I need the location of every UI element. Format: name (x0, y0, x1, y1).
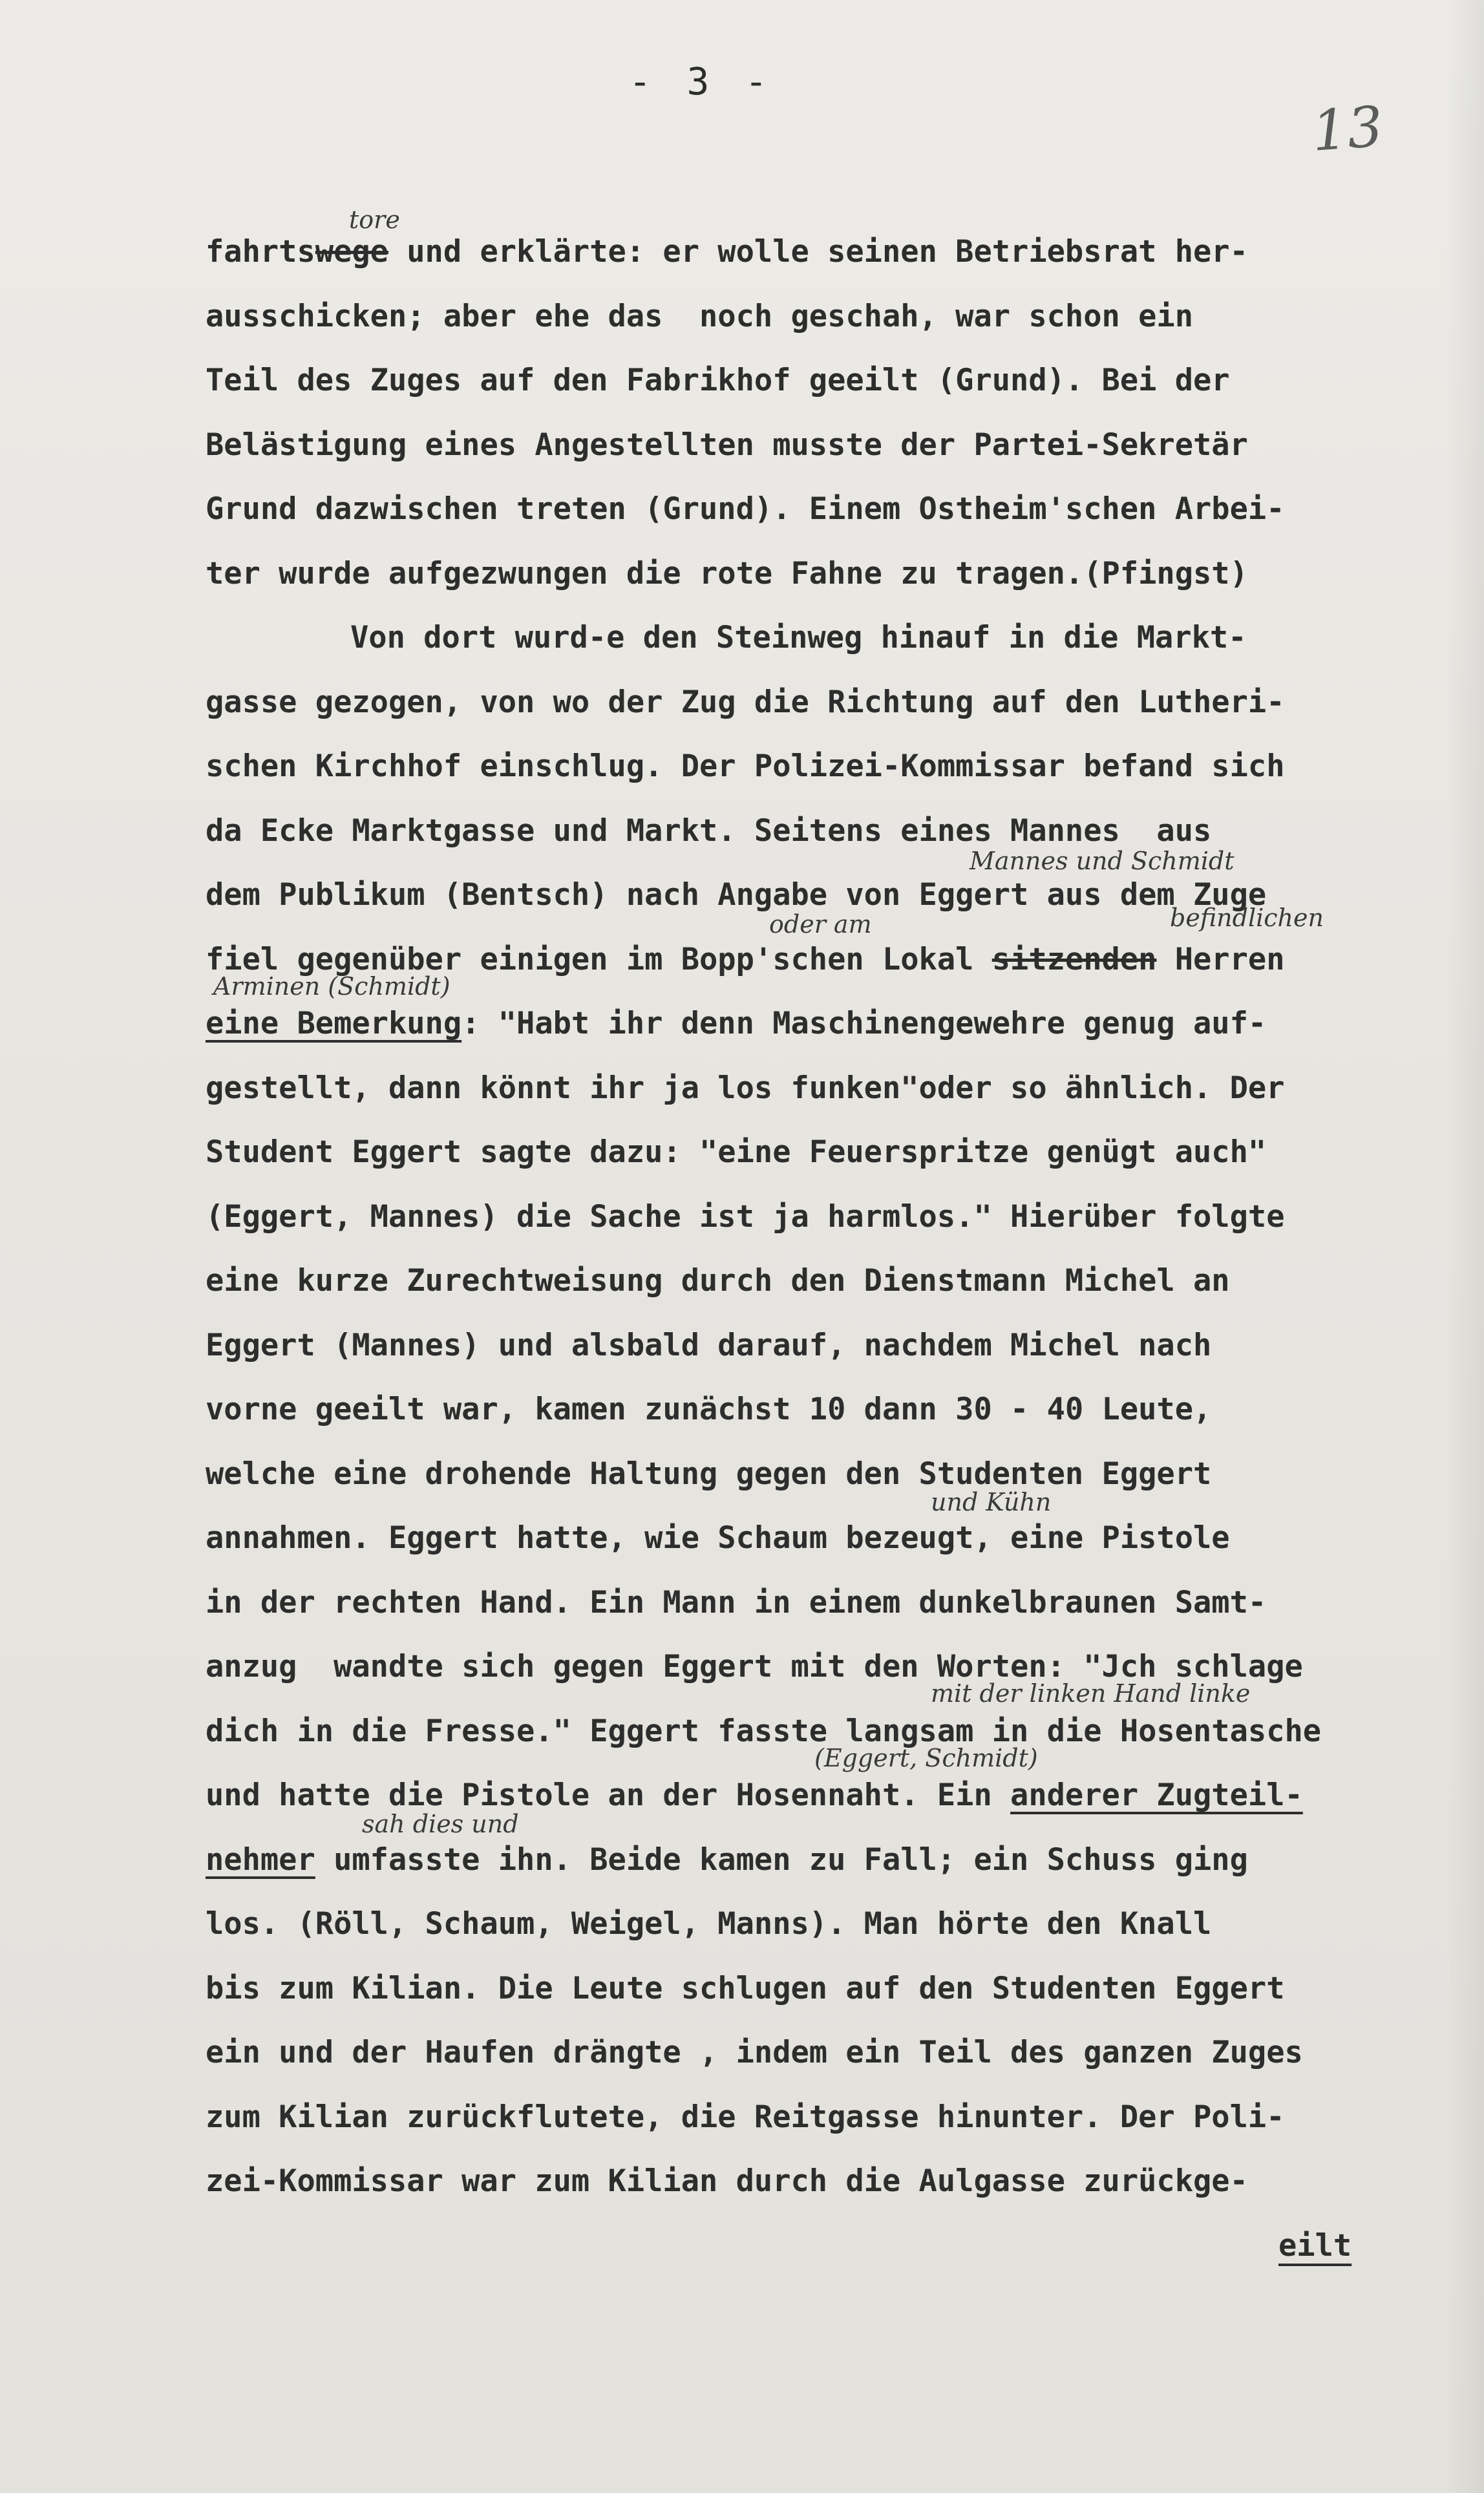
text-line: fiel gegenüber einigen im Bopp'schen Lokal sitzenden Herren (206, 941, 1285, 977)
text-line: Teil des Zuges auf den Fabrikhof geeilt (Grund). Bei der (206, 363, 1230, 398)
handwritten-annotation: oder am (769, 910, 872, 939)
typed-body-text (206, 220, 1472, 2278)
text-line: Belästigung eines Angestellten musste der Partei-Sekretär (206, 427, 1248, 463)
underlined-phrase: nehmer (206, 1841, 315, 1878)
text-line: und hatte die Pistole an der Hosennaht. Ein anderer Zugteil- (206, 1777, 1303, 1813)
text-line: gasse gezogen, von wo der Zug die Richtung auf den Lutheri- (206, 684, 1285, 720)
text-line-paragraph-start: Von dort wurd-e den Steinweg hinauf in die Markt- (350, 620, 1247, 655)
handwritten-annotation: Arminen (Schmidt) (213, 972, 450, 1001)
text-line: in der rechten Hand. Ein Mann in einem dunkelbraunen Samt- (206, 1584, 1267, 1620)
text-line: los. (Röll, Schaum, Weigel, Manns). Man hörte den Knall (206, 1906, 1212, 1942)
text-line: ein und der Haufen drängte , indem ein Teil des ganzen Zuges (206, 2035, 1303, 2070)
text-line: bis zum Kilian. Die Leute schlugen auf den Studenten Eggert (206, 1970, 1285, 2006)
text-line: eine kurze Zurechtweisung durch den Dienstmann Michel an (206, 1263, 1230, 1299)
text-line: fahrtswege und erklärte: er wolle seinen Betriebsrat her- (206, 234, 1248, 270)
text-line: vorne geeilt war, kamen zunächst 10 dann 30 - 40 Leute, (206, 1392, 1212, 1427)
text-line: Student Eggert sagte dazu: "eine Feuerspritze genügt auch" (206, 1134, 1267, 1170)
text-line: ter wurde aufgezwungen die rote Fahne zu tragen.(Pfingst) (206, 555, 1248, 591)
text-line: nehmer umfasste ihn. Beide kamen zu Fall; ein Schuss ging (206, 1841, 1248, 1878)
struck-word: sitzenden (991, 941, 1157, 977)
text-line: ausschicken; aber ehe das noch geschah, war schon ein (206, 298, 1194, 334)
handwritten-annotation: mit der linken Hand linke (931, 1679, 1251, 1708)
text-line: welche eine drohende Haltung gegen den Studenten Eggert (206, 1456, 1212, 1492)
text-line: eine Bemerkung: "Habt ihr denn Maschinengewehre genug auf- (206, 1006, 1267, 1041)
handwritten-annotation: tore (349, 206, 400, 234)
underlined-phrase: anderer Zugteil- (1010, 1777, 1303, 1813)
text-line: dem Publikum (Bentsch) nach Angabe von Eggert aus dem Zuge (206, 877, 1267, 913)
handwritten-folio-number: 13 (1309, 94, 1385, 164)
text-line: zei-Kommissar war zum Kilian durch die Aulgasse zurückge- (206, 2163, 1248, 2199)
handwritten-annotation: Mannes und Schmidt (970, 847, 1235, 875)
page-number: - 3 - (628, 59, 774, 103)
text-line: schen Kirchhof einschlug. Der Polizei-Kommissar befand sich (206, 748, 1285, 784)
handwritten-annotation: sah dies und (362, 1810, 519, 1838)
text-line: Grund dazwischen treten (Grund). Einem Ostheim'schen Arbei- (206, 491, 1285, 527)
handwritten-annotation: befindlichen (1170, 904, 1324, 932)
text-line: Eggert (Mannes) und alsbald darauf, nachdem Michel nach (206, 1327, 1212, 1363)
text-line: annahmen. Eggert hatte, wie Schaum bezeugt, eine Pistole (206, 1520, 1230, 1556)
text-line: da Ecke Marktgasse und Markt. Seitens eines Mannes aus (206, 812, 1212, 849)
handwritten-annotation: und Kühn (931, 1488, 1052, 1516)
underlined-phrase: eine Bemerkung (206, 1006, 462, 1041)
text-line: anzug wandte sich gegen Eggert mit den Worten: "Jch schlage (206, 1649, 1303, 1684)
catchword: eilt (1278, 2227, 1352, 2264)
text-line: dich in die Fresse." Eggert fasste langsam in die Hosentasche (206, 1713, 1322, 1749)
text-line: gestellt, dann könnt ihr ja los funken"oder so ähnlich. Der (206, 1070, 1285, 1106)
struck-word: wege (315, 234, 388, 270)
text-line: zum Kilian zurückflutete, die Reitgasse hinunter. Der Poli- (206, 2099, 1285, 2135)
text-line: (Eggert, Mannes) die Sache ist ja harmlos." Hierüber folgte (206, 1198, 1285, 1235)
handwritten-annotation: (Eggert, Schmidt) (814, 1744, 1038, 1772)
